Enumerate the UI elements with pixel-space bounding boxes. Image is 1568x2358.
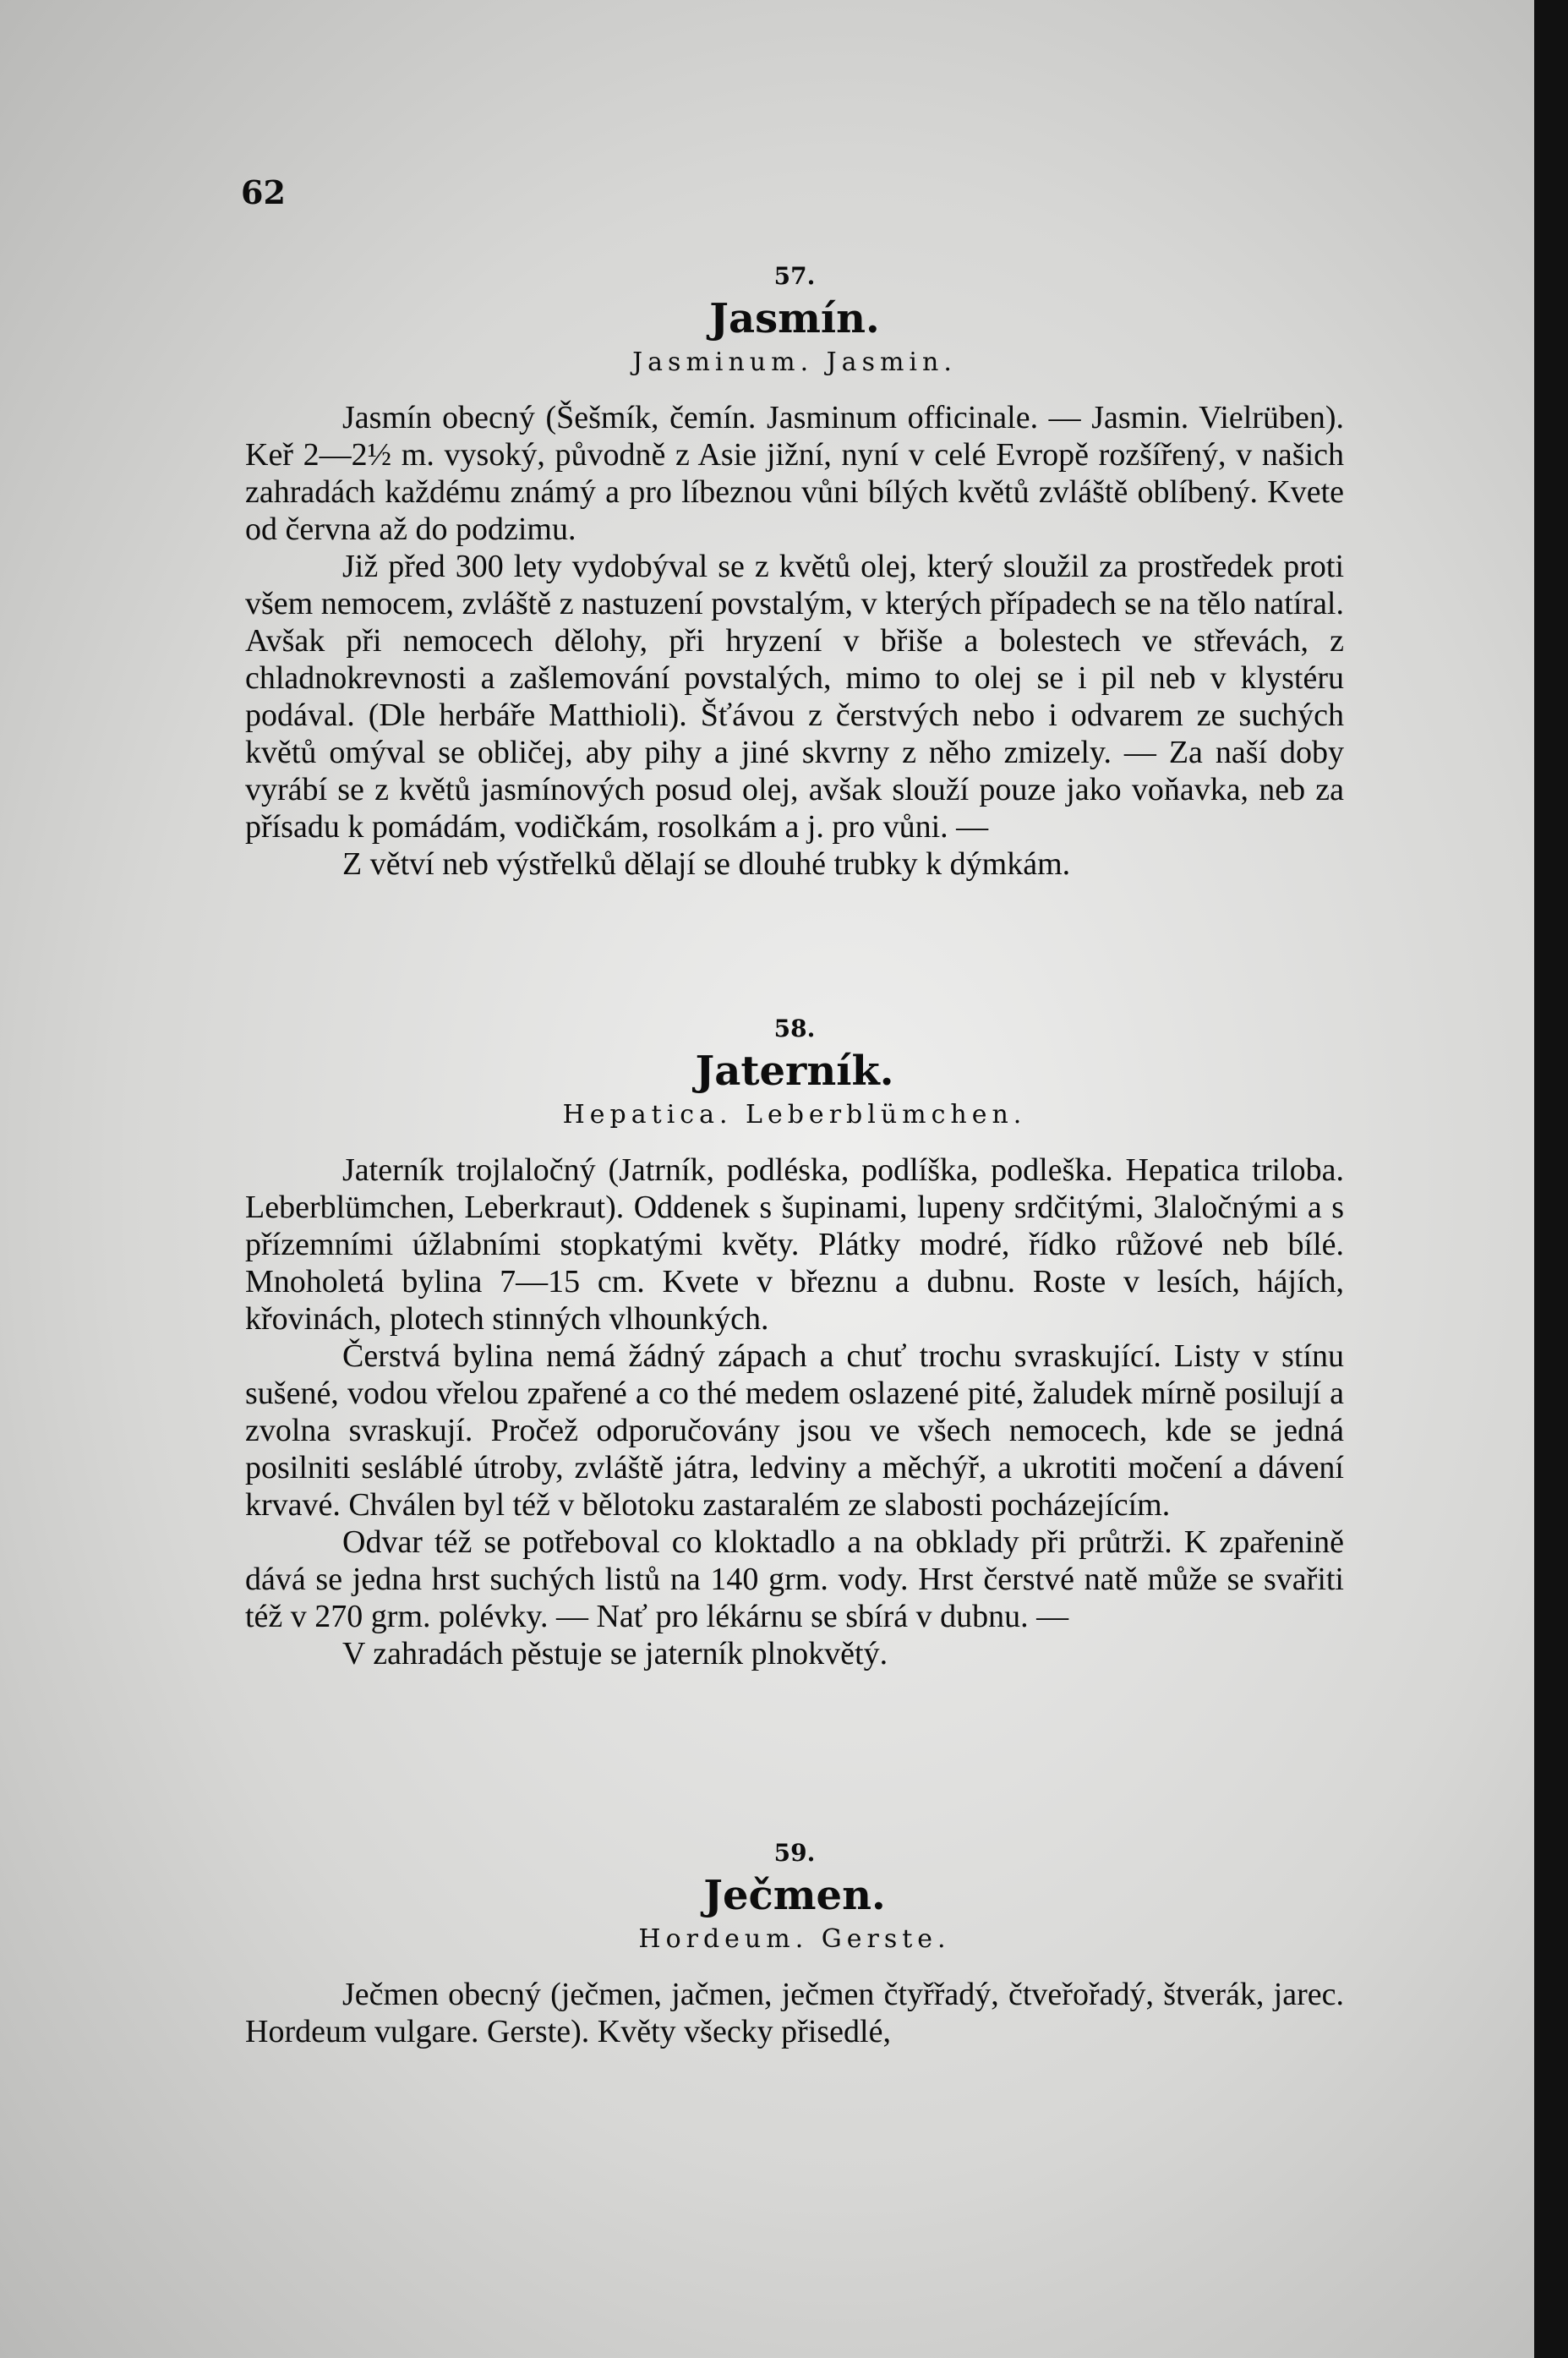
entry-title: Ječmen.	[703, 1872, 886, 1919]
page-edge-shadow	[1534, 0, 1568, 2358]
entry-number: 58.	[773, 1015, 816, 1042]
entry-subtitle: Hordeum. Gerste.	[638, 1924, 951, 1954]
paragraph: Již před 300 lety vydobýval se z květů olej, který sloužil za prostředek proti všem nemocem, zvláště z nastuzení povstalým, v kterých případech se na tělo natíral. Avšak při nemocech dělohy, při hryzení v břiše a bolestech ve střevách, z chladnokrevnosti a zašlemování povstalých, mimo to olej se i pil neb v klystéru podával. (Dle herbáře Matthioli). Šťávou z čerstvých nebo i odvarem ze suchých květů omýval se obličej, aby pihy a jiné skvrny z něho zmizely. — Za naší doby vyrábí se z květů jasmínových posud olej, avšak slouží pouze jako voňavka, neb za přísadu k pomádám, vodičkám, rosolkám a j. pro vůni. —	[245, 549, 1344, 845]
paragraph: Čerstvá bylina nemá žádný zápach a chuť trochu svraskující. Listy v stínu sušené, vodou vřelou zpařené a co thé medem oslazené pité, žaludek mírně posilují a zvolna svraskují. Pročež odporučovány jsou ve všech nemocech, kde se jedná posilniti sesláblé útroby, zvláště játra, ledviny a měchýř, a ukrotiti močení a dávení krvavé. Chválen byl též v bělotoku zastaralém ze slabosti pocházejícím.	[245, 1338, 1344, 1523]
paragraph: V zahradách pěstuje se jaterník plnokvětý.	[342, 1636, 888, 1671]
paragraph: Jasmín obecný (Šešmík, čemín. Jasminum officinale. — Jasmin. Vielrüben). Keř 2—2½ m. vysoký, původně z Asie jižní, nyní v celé Evropě rozšířený, v našich zahradách každému známý a pro líbeznou vůni bílých květů zvláště oblíbený. Kvete od června až do podzimu.	[245, 400, 1344, 547]
paragraph: Ječmen obecný (ječmen, jačmen, ječmen čtyřřadý, čtveřořadý, štverák, jarec. Hordeum vulgare. Gerste). Květy všecky přisedlé,	[245, 1977, 1344, 2049]
entry-jasmin	[245, 262, 1344, 883]
entry-jaternik	[245, 1015, 1344, 1672]
entry-subtitle: Jasminum. Jasmin.	[632, 347, 957, 377]
entry-number: 57.	[773, 262, 816, 290]
entry-number: 59.	[773, 1839, 816, 1867]
paragraph: Z větví neb výstřelků dělají se dlouhé trubky k dýmkám.	[342, 846, 1071, 882]
paragraph: Odvar též se potřeboval co kloktadlo a na obklady při průtrži. K zpařenině dává se jedna hrst suchých listů na 140 grm. vody. Hrst čerstvé natě může se svařiti též v 270 grm. polévky. — Nať pro lékárnu se sbírá v dubnu. —	[245, 1524, 1344, 1634]
entry-jecmen	[245, 1839, 1344, 2050]
entry-title: Jaterník.	[695, 1048, 894, 1095]
paragraph: Jaterník trojlaločný (Jatrník, podléska, podlíška, podleška. Hepatica triloba. Leberblümchen, Leberkraut). Oddenek s šupinami, lupeny srdčitými, 3laločnými a s přízemními úžlabními stopkatými květy. Plátky modré, řídko růžové neb bílé. Mnoholetá bylina 7—15 cm. Kvete v březnu a dubnu. Roste v lesích, hájích, křovinách, plotech stinných vlhounkých.	[245, 1152, 1344, 1337]
entry-title: Jasmín.	[709, 295, 880, 342]
page-number: 62	[241, 173, 286, 211]
entry-subtitle: Hepatica. Leberblümchen.	[562, 1100, 1027, 1130]
